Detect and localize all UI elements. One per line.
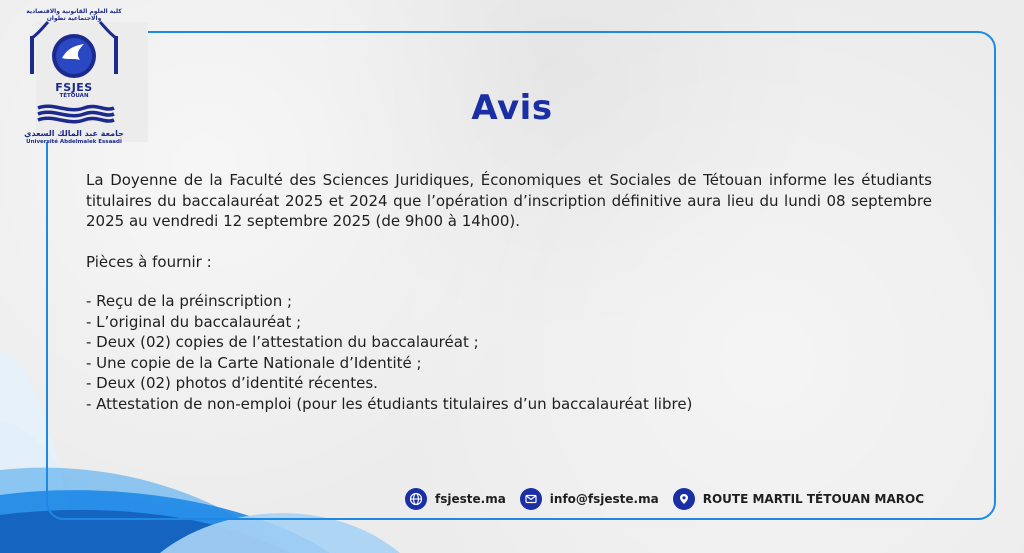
- logo-arabic-university: جامعة عبد المالك السعدي: [24, 129, 124, 138]
- address-item: [673, 488, 924, 510]
- globe-icon: [405, 488, 427, 510]
- list-item: - Deux (02) copies de l’attestation du baccalauréat ;: [86, 333, 479, 351]
- list-item: - L’original du baccalauréat ;: [86, 312, 302, 331]
- email-link[interactable]: [520, 488, 659, 510]
- location-pin-icon: [673, 488, 695, 510]
- email-text: info@fsjeste.ma: [549, 492, 659, 506]
- logo-city: TÉTOUAN: [59, 93, 89, 99]
- list-item: - Attestation de non-emploi (pour les étudiants titulaires d’un baccalauréat libre): [86, 394, 693, 413]
- list-item: - Reçu de la préinscription ;: [86, 292, 293, 310]
- notice-body: [86, 170, 932, 414]
- notice-title: Avis: [471, 88, 553, 128]
- logo-university-name: Université Abdelmalek Essaadi: [26, 139, 122, 145]
- contact-footer: [405, 487, 924, 511]
- list-item: - Deux (02) photos d’identité récentes.: [86, 374, 378, 392]
- logo-acronym: FSJES: [55, 81, 93, 94]
- logo-arabic-faculty-name: كلية العلوم القانونية والاقتصادية والاجتماعية تطوان: [26, 8, 122, 22]
- website-text: fsjeste.ma: [435, 492, 506, 506]
- list-item: - Une copie de la Carte Nationale d’Identité ;: [86, 353, 422, 372]
- required-documents-heading: Pièces à fournir :: [86, 252, 212, 271]
- required-documents-list: [86, 291, 932, 414]
- address-text: ROUTE MARTIL TÉTOUAN MAROC: [702, 492, 924, 506]
- notice-intro: La Doyenne de la Faculté des Sciences Juridiques, Économiques et Sociales de Tétouan informe les étudiants titulaires du baccalauréat 2025 et 2024 que l’opération d’inscription définitive aura lieu du lundi 08 septembre 2025 au vendredi 12 septembre 2025 (de 9h00 à 14h00).: [86, 171, 932, 230]
- mail-icon: [520, 488, 542, 510]
- website-link[interactable]: [405, 488, 506, 510]
